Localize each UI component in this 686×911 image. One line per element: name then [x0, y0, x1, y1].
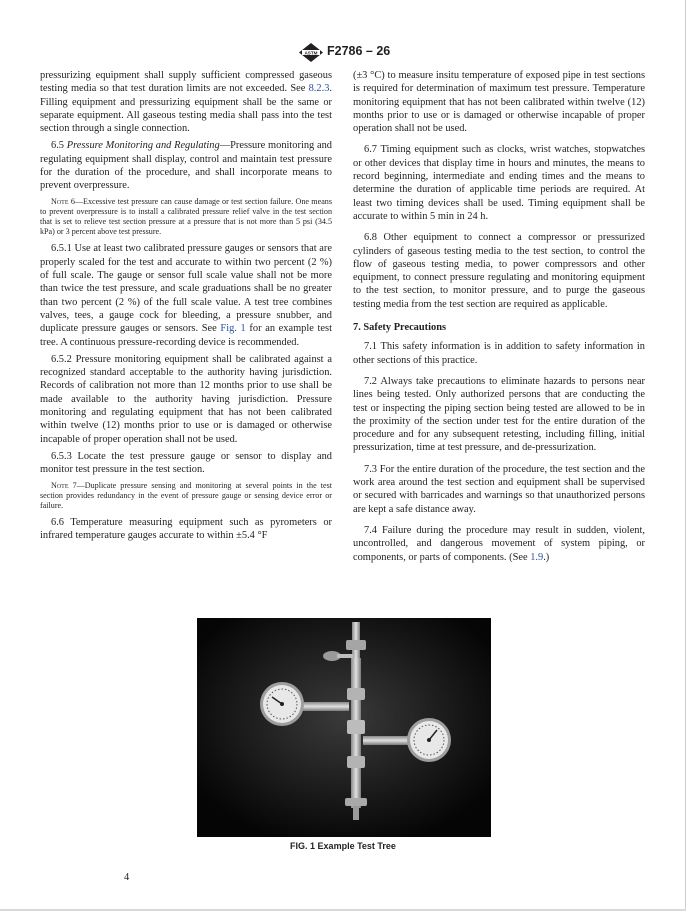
paragraph-6-5: 6.5 Pressure Monitoring and Regulating—Pressure monitoring and regulating equipment shall display, control and maintain test pressure for the duration of the procedure, and shall incorporate means to prevent overpressure.: [40, 140, 332, 192]
paragraph-7-3: 7.3 For the entire duration of the procedure, the test section and the work area around the test section and equipment shall be supervised or secured with barricades and warnings so that unauthorized persons are kept a safe distance away.: [353, 463, 645, 515]
right-column: [353, 69, 645, 568]
figure-1-photo: [197, 618, 491, 837]
paragraph-7-1: 7.1 This safety information is in addition to safety information in other sections of this practice.: [353, 341, 645, 366]
page-number: 4: [124, 872, 130, 883]
paragraph-7-4: 7.4 Failure during the procedure may result in sudden, violent, uncontrolled, and dangerous movement of system piping, or components, or parts of components. (See 1.9.): [353, 524, 645, 563]
pipe-tee-upper: [347, 688, 365, 700]
pipe-tee-middle: [347, 720, 365, 734]
link-1-9[interactable]: 1.9: [530, 551, 544, 563]
left-pressure-gauge-icon: [260, 682, 304, 726]
document-designation: F2786 – 26: [327, 44, 391, 58]
section-6-5-title: Pressure Monitoring and Regulating: [66, 140, 220, 152]
paragraph-6-5-3: 6.5.3 Locate the test pressure gauge or sensor to display and monitor test pressure in the test section.: [40, 450, 332, 476]
paragraph-7-2: 7.2 Always take precautions to eliminate hazards to persons near lines being tested. Only authorized persons that are conducting the test or inspecting the piping section being tested are allowed to be in the proximity of the section under test for the entire duration of the procedure and for any subsequent retesting, including filling, initial pressurization, time at test pressure, and de-pressurization.: [353, 375, 645, 454]
paragraph-6-6-continuation: (±3 °C) to measure insitu temperature of exposed pipe in test sections is required for determination of maximum test pressure. Temperature monitoring equipment that has not been calibrated within twelve (12) months prior to use or is damaged or otherwise incapable of proper operation shall not be used.: [353, 70, 645, 135]
astm-logo-icon: [299, 43, 323, 62]
right-branch-pipe: [363, 736, 411, 745]
figure-1-caption: FIG. 1 Example Test Tree: [290, 841, 396, 851]
link-8-2-3[interactable]: 8.2.3: [308, 83, 330, 95]
paragraph-6-4-continuation: pressurizing equipment shall supply sufficient compressed gaseous testing media so that test duration limits are not exceeded. See 8.2.3. Filling equipment and pressurizing equipment shall be the same or separate equipment. All gaseous testing media shall pass into the test section through a single connection.: [40, 70, 332, 135]
section-7-heading: 7. Safety Precautions: [353, 322, 447, 334]
paragraph-6-5-2: 6.5.2 Pressure monitoring equipment shall be calibrated against a recognized standard acceptable to the authority having jurisdiction. Records of calibration not more than 12 months prior to use shall be made available to the authority having jurisdiction. Pressure monitoring and regulating equipment that has not been calibrated within twelve (12) months prior to use or is damaged or otherwise incapable of proper operation shall not be used.: [40, 353, 332, 445]
paragraph-6-6-start: 6.6 Temperature measuring equipment such as pyrometers or infrared temperature gauges accurate to within ±5.4 °F: [40, 517, 332, 542]
pipe-tee-lower: [347, 756, 365, 768]
note-6: Note 6—Excessive test pressure can cause damage or test section failure. One means to prevent overpressure is to install a calibrated pressure relief valve in the test section that is set to relieve test section pressure at a pressure that is not more than 5 psi (34.5 kPa) or 3 percent above test pressure.: [40, 196, 332, 237]
logo-text: ASTM: [304, 50, 318, 56]
link-fig-1[interactable]: Fig. 1: [220, 323, 246, 335]
paragraph-6-7: 6.7 Timing equipment such as clocks, wrist watches, stopwatches or other devices that display time in hours and minutes, the means to record beginning, intermediate and ending times and the means to determine the duration of applicable time periods are required. At least two timing devices shall be used. Timing equipment shall be accurate to within 5 min in 24 h.: [353, 144, 645, 222]
note-7: Note 7—Duplicate pressure sensing and monitoring at several points in the test section provides redundancy in the event of pressure gauge or sensing device error or failure.: [40, 480, 332, 510]
paragraph-6-8: 6.8 Other equipment to connect a compressor or pressurized cylinders of gaseous testing media to the test section, to control the flow of gaseous testing media, to power compressors and other equipment, to connect pressure regulating and monitoring equipment to the test section, to monitor pressure, and to purge the gaseous testing media from the test section are required as applicable.: [353, 232, 645, 310]
paragraph-6-5-1: 6.5.1 Use at least two calibrated pressure gauges or sensors that are properly scaled for the test and accurate to within two percent (2 %) of full scale. The gauge or sensor full scale value shall not be more than twice the test pressure, and scale graduations shall be no greater than two percent (2 %) of the full scale value. A test tree combines valves, tees, a gauge cock for bleeding, a pressure snubber, and duplicate pressure gauges or sensors. See Fig. 1 for an example test tree. A continuous pressure-recording device is recommended.: [40, 243, 332, 348]
page-header: [0, 43, 686, 63]
test-tree-illustration: [197, 618, 491, 837]
left-branch-pipe: [297, 702, 349, 711]
left-column: [40, 69, 332, 547]
right-pressure-gauge-icon: [407, 718, 451, 762]
